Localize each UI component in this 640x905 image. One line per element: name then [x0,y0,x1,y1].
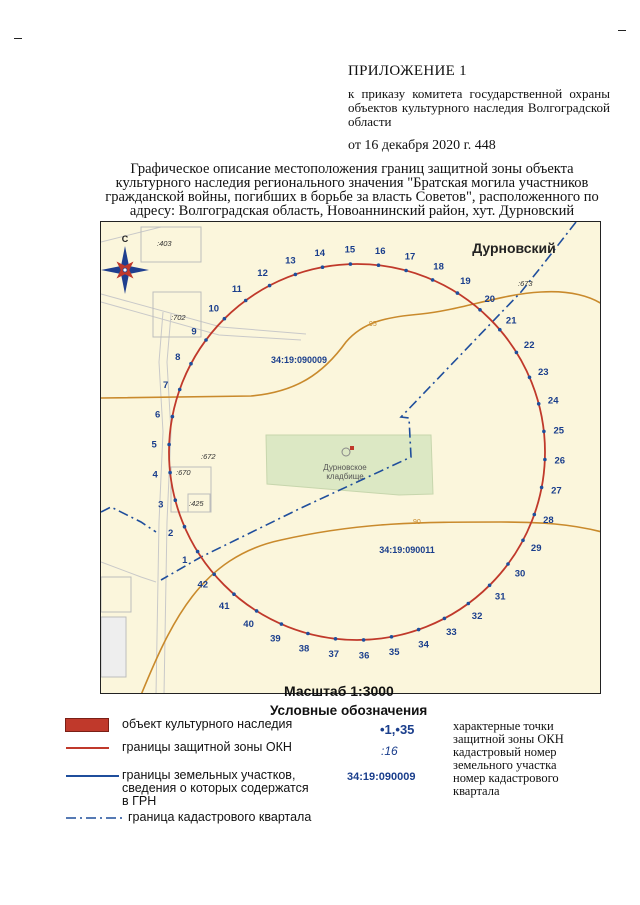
boundary-point-marker [268,284,272,288]
boundary-point-label: 7 [162,380,169,391]
boundary-point-label: 17 [404,251,416,263]
boundary-point-marker [443,617,447,621]
boundary-point-marker [488,584,492,588]
boundary-point-label: 15 [344,244,356,256]
map-panel [100,221,601,694]
map-canvas [101,222,601,694]
parcel-number: :672 [201,452,216,461]
settlement-name: Дурновский [472,240,556,256]
boundary-point-marker [521,539,525,543]
boundary-point-marker [537,402,541,406]
legend-label-parcel-boundary: границы земельных участков, сведения о которых содержатся в ГРН [122,768,309,808]
legend-swatch-heritage-object [65,718,109,732]
registration-mark [618,30,626,31]
boundary-point-label: 42 [197,579,209,591]
boundary-point-marker [456,291,460,295]
boundary-point-label: 22 [523,339,535,351]
registration-mark [14,38,22,39]
boundary-point-label: 11 [231,283,242,295]
boundary-point-marker [431,278,435,282]
boundary-point-marker [506,562,510,566]
parcel-number: :673 [518,279,533,288]
contour-label: 90 [413,519,421,526]
boundary-point-marker [334,637,338,641]
parcel-number: :425 [189,499,204,508]
parcel-number: :702 [171,313,186,322]
legend-label-heritage-object: объект культурного наследия [122,717,293,731]
map-scale: Масштаб 1:3000 [284,683,394,699]
quarter-number-south: 34:19:090011 [379,545,435,555]
boundary-point-label: 25 [553,425,565,437]
boundary-point-marker [528,376,532,380]
parcel-number: :403 [157,239,172,248]
boundary-point-marker [168,471,172,475]
boundary-point-label: 27 [551,485,562,497]
boundary-point-marker [171,415,175,419]
contour-label: 95 [369,321,377,328]
boundary-point-label: 6 [154,409,161,421]
boundary-point-label: 26 [554,455,566,467]
boundary-point-label: 14 [314,247,326,259]
boundary-point-marker [255,609,259,613]
boundary-point-label: 3 [158,499,164,511]
boundary-point-label: 33 [446,627,457,639]
boundary-point-label: 16 [374,245,386,257]
boundary-point-marker [417,628,421,632]
legend-swatch-protective-zone [66,747,109,749]
boundary-point-marker [467,602,471,606]
compass-north-letter: С [121,234,129,244]
legend-title: Условные обозначения [270,703,428,718]
boundary-point-marker [542,430,546,434]
quarter-number-north: 34:19:090009 [270,355,328,365]
boundary-point-marker [540,486,544,490]
boundary-point-marker [167,443,171,447]
boundary-point-label: 30 [514,568,526,580]
legend-desc-points: характерные точки защитной зоны ОКН [453,719,564,746]
legend-desc-quarter: номер кадастрового квартала [453,771,559,798]
boundary-point-label: 24 [547,395,559,407]
boundary-point-label: 8 [175,352,181,364]
boundary-point-label: 19 [460,275,471,287]
boundary-point-marker [232,592,236,596]
legend-sample-quarter: 34:19:090009 [347,771,416,783]
legend-sample-parcel: :16 [381,744,398,758]
boundary-point-label: 10 [208,303,220,315]
boundary-point-marker [244,299,248,303]
boundary-point-label: 39 [270,633,281,645]
boundary-point-label: 36 [358,650,370,662]
boundary-point-marker [533,513,537,517]
boundary-point-label: 2 [168,528,174,540]
boundary-point-label: 13 [285,255,296,267]
cemetery-label-2: кладбище [326,472,364,481]
boundary-point-label: 23 [538,366,549,378]
boundary-point-marker [306,632,310,636]
boundary-point-label: 29 [530,542,542,554]
legend-label-quarter-boundary: граница кадастрового квартала [128,810,312,824]
boundary-point-marker [543,458,547,462]
boundary-point-label: 38 [298,643,310,655]
boundary-point-label: 35 [388,647,400,659]
appendix-subtitle: к приказу комитета государственной охраны объектов культурного наследия Волгоградской области [348,86,610,129]
boundary-point-marker [189,362,193,366]
boundary-point-label: 18 [433,261,444,273]
boundary-point-label: 1 [182,555,188,567]
boundary-point-marker [377,263,381,267]
order-date: от 16 декабря 2020 г. 448 [348,138,496,153]
legend-swatch-parcel-boundary [66,775,119,777]
boundary-point-marker [515,351,519,355]
boundary-point-marker [390,635,394,639]
boundary-point-marker [183,525,187,529]
boundary-point-label: 40 [243,619,254,631]
boundary-point-label: 31 [494,591,506,603]
boundary-point-marker [174,498,178,502]
boundary-point-label: 32 [471,611,483,623]
legend-swatch-quarter-boundary [66,815,122,821]
parcel-number: :670 [176,468,191,477]
boundary-point-marker [212,573,216,577]
boundary-point-marker [204,338,208,342]
boundary-point-label: 21 [505,315,517,327]
boundary-point-marker [321,265,325,269]
boundary-point-label: 12 [257,267,268,279]
boundary-point-marker [362,638,366,642]
document-title: Графическое описание местоположения границ защитной зоны объекта культурного наследия регионального значения "Братская могила участников гражданской войны, погибших в борьбе за власть Советов", расположенного по адресу: Волгоградская область, Новоаннинский район, хут. Дурновский [105,161,599,219]
boundary-point-label: 4 [152,469,158,481]
legend-sample-points: •1,•35 [380,722,415,737]
boundary-point-label: 41 [218,601,230,612]
boundary-point-marker [349,262,353,266]
boundary-point-marker [178,388,182,392]
boundary-point-marker [223,317,227,321]
boundary-point-label: 37 [328,649,340,661]
boundary-point-marker [280,622,284,626]
boundary-point-marker [498,328,502,332]
legend-desc-parcel: кадастровый номер земельного участка [453,745,557,772]
boundary-point-marker [478,308,482,312]
boundary-point-marker [294,273,298,277]
boundary-point-label: 20 [484,294,496,305]
appendix-title: ПРИЛОЖЕНИЕ 1 [348,63,467,79]
boundary-point-label: 5 [151,439,157,451]
boundary-point-marker [404,269,408,273]
boundary-point-marker [196,550,200,554]
legend-label-protective-zone: границы защитной зоны ОКН [122,740,292,754]
boundary-point-label: 9 [191,326,197,338]
boundary-point-label: 28 [543,515,554,526]
boundary-point-label: 34 [418,639,429,651]
cemetery-label: Дурновское [323,463,367,472]
